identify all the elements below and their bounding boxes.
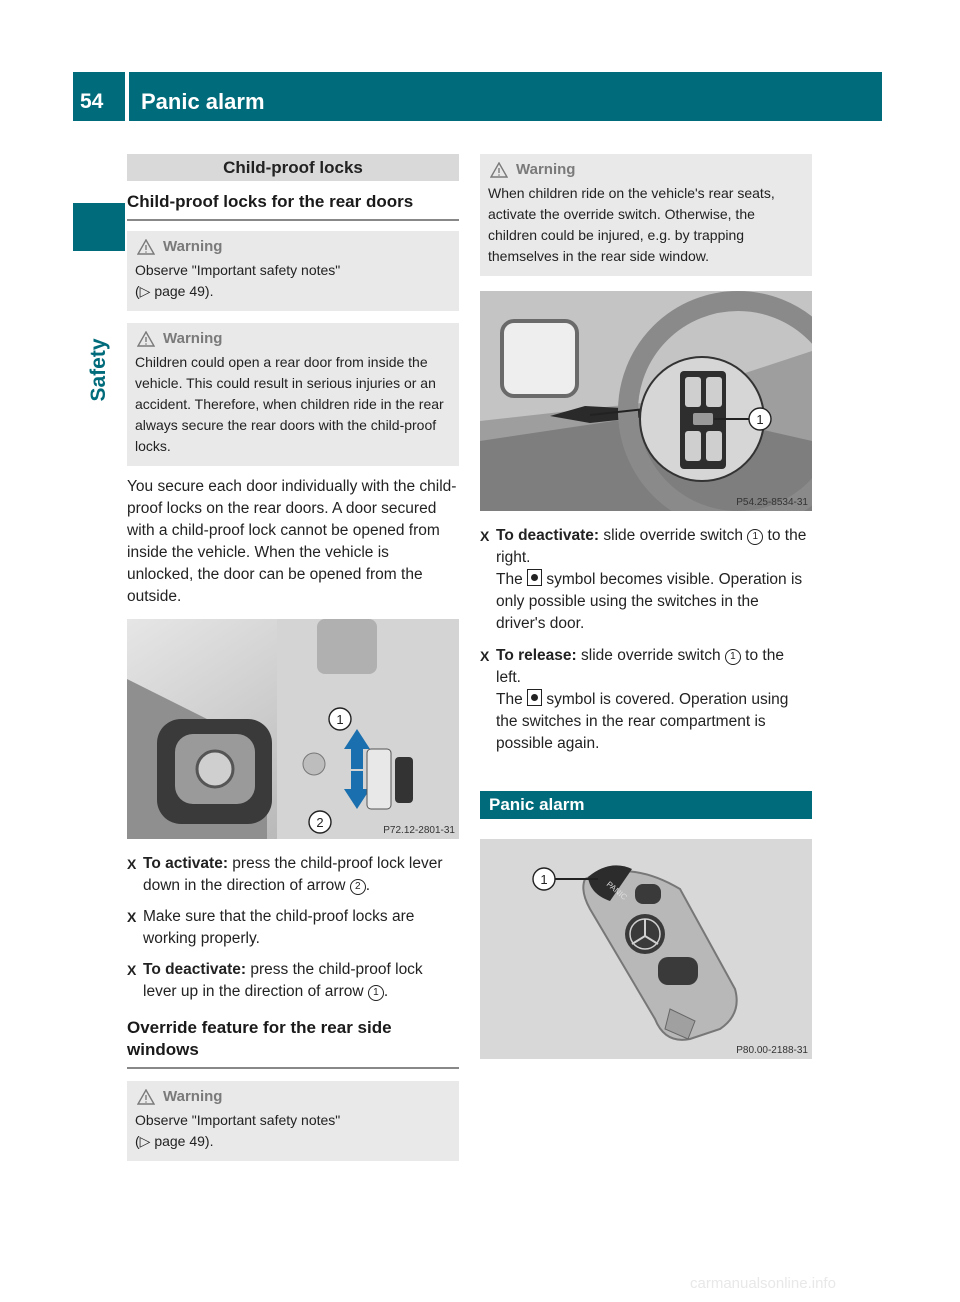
callout-1: 1 (336, 712, 344, 727)
symbol-icon (527, 689, 542, 706)
side-label: Safety (87, 338, 110, 402)
body-paragraph: You secure each door individually with the child-proof locks on the rear doors. A door secured with a child-proof lock cannot be opened from inside the vehicle. When the vehicle is unlocked, the door can be opened from the outside. (127, 478, 457, 605)
figure-code: P54.25-8534-31 (736, 497, 808, 508)
symbol-icon (527, 569, 542, 586)
warning-triangle-icon (137, 331, 155, 347)
figure-code: P80.00-2188-31 (736, 1045, 808, 1056)
heading-child-proof-rear: Child-proof locks for the rear doors (127, 191, 459, 221)
steps-list (127, 853, 459, 1003)
step-item: X Make sure that the child-proof locks are working properly. (127, 908, 415, 947)
warning-triangle-icon (137, 1089, 155, 1105)
warning-box (127, 1081, 459, 1161)
override-switch-illustration (480, 291, 812, 511)
section-bar-panic: Panic alarm (480, 791, 812, 819)
warning-box (127, 231, 459, 311)
warning-title: Warning (135, 236, 451, 257)
warning-title: Warning (135, 1086, 451, 1107)
warning-triangle-icon (137, 239, 155, 255)
footer-watermark: carmanualsonline.info (690, 1275, 836, 1292)
warning-box (127, 323, 459, 466)
callout-1: 1 (756, 412, 764, 427)
warning-box (480, 154, 812, 276)
callout-1: 1 (540, 872, 548, 887)
figure-override-switch (480, 291, 812, 511)
page-number: 54 (80, 90, 104, 113)
warning-line: Observe "Important safety notes" (135, 262, 341, 278)
warning-text: When children ride on the vehicle's rear seats, activate the override switch. Otherwise, the children could be injured, e.g. by trapping themselves in the rear side window. (488, 185, 775, 264)
panic-key-illustration (480, 839, 812, 1059)
child-lock-illustration (127, 619, 459, 839)
step-item: X To deactivate: press the child-proof lock lever up in the direction of arrow 1 . (127, 961, 423, 1000)
left-column (127, 154, 459, 1161)
figure-child-lock (127, 619, 459, 839)
key-label: PANIC (604, 879, 629, 902)
heading-override: Override feature for the rear side windows (127, 1017, 459, 1069)
warning-title: Warning (135, 328, 451, 349)
warning-title: Warning (488, 159, 804, 180)
warning-page-ref: (▷ page 49). (135, 1133, 214, 1149)
step-item: X To activate: press the child-proof lock lever down in the direction of arrow 2 . (127, 855, 443, 894)
step-item: X To release: slide override switch 1 to the left. The symbol is covered. Operation using the switches in the rear compartment is possible again. (480, 647, 789, 752)
warning-triangle-icon (490, 162, 508, 178)
warning-text: Children could open a rear door from inside the vehicle. This could result in serious injuries or an accident. Therefore, when children ride in the rear always secure the rear doors with the child-proof locks. (135, 354, 444, 454)
warning-line: Observe "Important safety notes" (135, 1112, 341, 1128)
step-item: X To deactivate: slide override switch 1 to the right. The symbol becomes visible. Operation is only possible using the switches in the driver's door. (480, 527, 807, 632)
figure-panic-key (480, 839, 812, 1059)
right-column (480, 154, 812, 1059)
side-tab (73, 203, 125, 251)
steps-list (480, 525, 812, 755)
page-title: Panic alarm (141, 89, 265, 114)
callout-2: 2 (316, 815, 324, 830)
figure-code: P72.12-2801-31 (383, 825, 455, 836)
section-bar-child-proof: Child-proof locks (127, 154, 459, 181)
warning-page-ref: (▷ page 49). (135, 283, 214, 299)
